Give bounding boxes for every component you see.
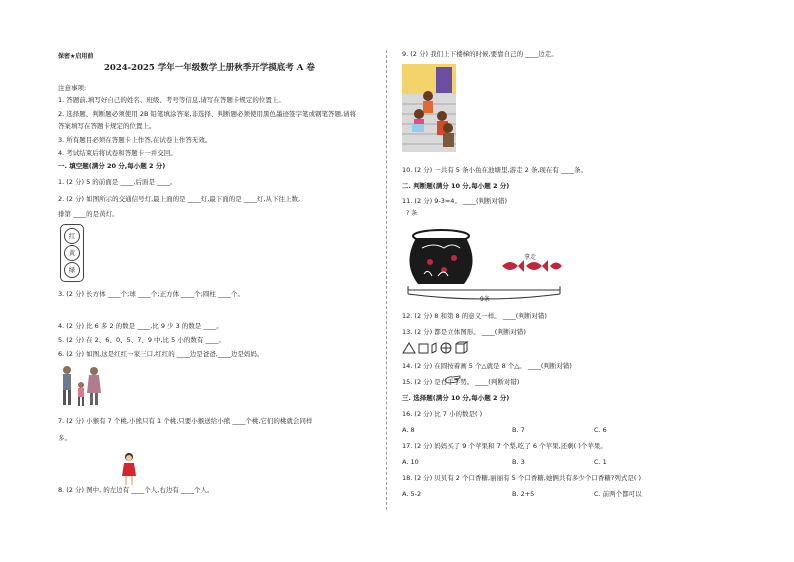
fishbowl-figure xyxy=(404,218,564,306)
question-16: 16. (2 分) 比 7 小的数是( ) xyxy=(402,410,483,418)
section-judge-heading: 二. 判断题(满分 10 分,每小题 2 分) xyxy=(402,182,510,190)
note-2: 2. 选择题、判断题必须使用 2B 铅笔填涂答案,非选择、判断题必须使用黑色墨迹签字笔或钢笔答题,请将 xyxy=(58,110,357,118)
q17-option-a: A. 10 xyxy=(402,458,419,466)
traffic-light-green: 绿 xyxy=(64,262,80,278)
girl-figure xyxy=(120,452,138,486)
question-8: 8. (2 分) 图中, 的左边有 ____个人,右边有 ____个人。 xyxy=(58,486,214,494)
notes-heading: 注意事项: xyxy=(58,84,87,92)
question-5: 5. (2 分) 在 2、6、0、5、7、9 中,比 5 小的数有 ____。 xyxy=(58,336,225,344)
question-11: 11. (2 分) 9-3=4。 ____(判断对错) xyxy=(402,197,508,205)
note-4: 4. 考试结束后将试卷和答题卡一并交回。 xyxy=(58,149,177,157)
question-1: 1. (2 分) 5 的前面是 ____,后面是 ____。 xyxy=(58,178,177,186)
question-10: 10. (2 分) 一共有 5 条小鱼在池塘里,游走 2 条,现在有 ____条。 xyxy=(402,166,587,174)
q11-swim-label: 拿走 xyxy=(524,254,537,261)
column-divider xyxy=(386,50,387,510)
family-figure xyxy=(58,363,104,409)
shapes-figure xyxy=(402,341,474,355)
question-3: 3. (2 分) 长方体 ____个;球 ____个;正方体 ____个;圆柱 ____个。 xyxy=(58,290,244,298)
question-14: 14. (2 分) 在圆按着画 5 个△就是 8 个△。 ____(判断对错) xyxy=(402,362,572,370)
q16-option-b: B. 7 xyxy=(512,426,525,434)
q16-option-a: A. 8 xyxy=(402,426,415,434)
question-2-line1: 2. (2 分) 如图所示的交通信号灯,最上面的是 ____灯,最下面的是 ____灯,从下往上数, xyxy=(58,195,301,203)
q18-option-c: C. 前两个都可以 xyxy=(594,490,642,498)
question-13: 13. (2 分) 都是立体图形。 ____(判断对错) xyxy=(402,328,526,336)
note-1: 1. 答题前,填写好自己的姓名、班级、考号等信息,请写在答题卡规定的位置上。 xyxy=(58,96,285,104)
question-18: 18. (2 分) 贝贝有 2 个口香糖,丽丽有 5 个口香糖,她俩共有多少个口香糖?列式是( ) xyxy=(402,474,641,482)
note-2-cont: 答案填写在答题卡规定的位置上。 xyxy=(58,122,156,130)
question-17: 17. (2 分) 妈妈买了 9 个苹果和 7 个梨,吃了 6 个苹果,还剩( )个苹果。 xyxy=(402,442,607,450)
stairs-figure xyxy=(402,64,456,152)
traffic-light-figure xyxy=(60,224,84,282)
q18-option-a: A. 5-2 xyxy=(402,490,422,498)
section-fill-in-heading: 一. 填空题(满分 20 分,每小题 2 分) xyxy=(58,162,166,170)
q11-question-label: ? 条 xyxy=(406,210,418,217)
page-title: 2024-2025 学年一年级数学上册秋季开学摸底考 A 卷 xyxy=(104,63,315,73)
secret-mark: 保密★启用前 xyxy=(58,53,94,60)
question-15: 15. (2 分) 是右手手势。 ____(判断对错) xyxy=(402,378,520,386)
q17-option-c: C. 1 xyxy=(594,458,607,466)
question-4: 4. (2 分) 比 6 多 2 的数是 ____,比 9 少 3 的数是 ____。 xyxy=(58,322,223,330)
q17-option-b: B. 3 xyxy=(512,458,525,466)
question-2-line2: 排第 ____的是黄灯。 xyxy=(58,210,119,218)
question-7-line2: 多。 xyxy=(58,434,71,442)
q18-option-b: B. 2+5 xyxy=(512,490,535,498)
question-7-line1: 7. (2 分) 小猴有 7 个桃,小熊只有 1 个桃,只要小猴送给小熊 ____个桃,它们的桃就会同样 xyxy=(58,417,313,425)
question-9: 9. (2 分) 我们上下楼梯的时候,要靠自己的 ____边走。 xyxy=(402,50,558,58)
q11-total-label: 9条 xyxy=(480,296,490,303)
traffic-light-red: 红 xyxy=(64,228,80,244)
q16-option-c: C. 6 xyxy=(594,426,607,434)
question-12: 12. (2 分) 8 和第 8 的意义一样。 ____(判断对错) xyxy=(402,312,547,320)
note-3: 3. 所有题目必须在答题卡上作答,在试卷上作答无效。 xyxy=(58,136,212,144)
section-choice-heading: 三. 选择题(满分 10 分,每小题 2 分) xyxy=(402,394,510,402)
question-6: 6. (2 分) 如图,这是红红一家三口,红红的 ____边是爸爸,____边是妈妈。 xyxy=(58,350,264,358)
traffic-light-yellow: 黄 xyxy=(64,245,80,261)
